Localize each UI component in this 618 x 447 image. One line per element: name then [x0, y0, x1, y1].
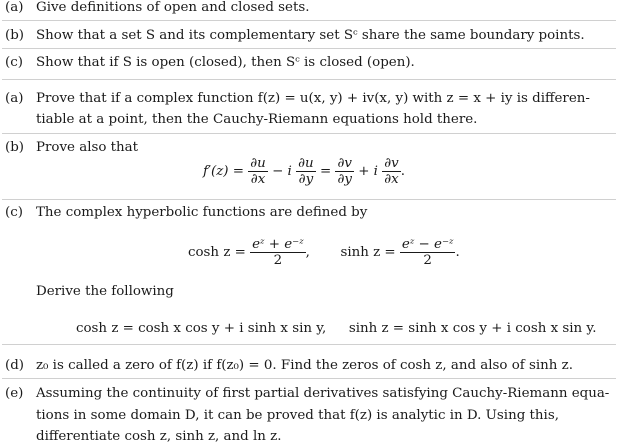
eq-lhs: f′(z) =	[203, 164, 244, 179]
item-text: differentiate cosh z, sinh z, and ln z.	[36, 429, 282, 444]
cosh-identity: cosh z = cosh x cos y + i sinh x sin y,	[76, 321, 327, 336]
eq-den: ∂x	[248, 171, 268, 187]
item-text: The complex hyperbolic functions are defined by	[36, 205, 368, 220]
hyperbolic-definitions	[188, 237, 460, 268]
eq-num: ∂v	[384, 156, 399, 171]
item-label: (c)	[5, 55, 23, 70]
item-text: Derive the following	[36, 284, 174, 299]
eq-op: .	[455, 245, 460, 260]
item-label: (d)	[5, 358, 25, 373]
item-text: tiable at a point, then the Cauchy-Riemann equations hold there.	[36, 112, 478, 127]
eq-den: 2	[400, 252, 456, 268]
item-label: (c)	[5, 205, 23, 220]
divider	[2, 199, 616, 200]
item-text: Give definitions of open and closed sets.	[36, 0, 310, 15]
divider	[2, 344, 616, 345]
item-text: tions in some domain D, it can be proved that f(z) is analytic in D. Using this,	[36, 408, 559, 423]
fraction	[248, 156, 268, 187]
eq-num: eᶻ − e⁻ᶻ	[401, 237, 454, 252]
eq-op: ,	[305, 245, 310, 260]
eq-den: ∂x	[382, 171, 401, 187]
item-text: Show that a set S and its complementary set Sᶜ share the same boundary points.	[36, 28, 585, 43]
hyperbolic-identities	[76, 321, 596, 336]
item-text: Show that if S is open (closed), then Sᶜ is closed (open).	[36, 55, 415, 70]
item-label: (e)	[5, 386, 24, 401]
divider	[2, 20, 616, 21]
eq-num: ∂u	[250, 156, 266, 171]
fraction	[382, 156, 401, 187]
eq-num: ∂v	[337, 156, 352, 171]
eq-den: ∂y	[296, 171, 316, 187]
eq-num: ∂u	[298, 156, 314, 171]
eq-lhs: sinh z =	[340, 245, 396, 260]
eq-lhs: cosh z =	[188, 245, 246, 260]
eq-op: − i	[272, 164, 292, 179]
item-text: Prove that if a complex function f(z) = u(x, y) + iv(x, y) with z = x + iy is differen-	[36, 91, 590, 106]
item-text: z₀ is called a zero of f(z) if f(z₀) = 0. Find the zeros of cosh z, and also of sinh z.	[36, 358, 573, 373]
item-label: (a)	[5, 0, 24, 15]
fraction	[335, 156, 354, 187]
divider	[2, 79, 616, 80]
eq-op: =	[319, 164, 332, 179]
eq-num: eᶻ + e⁻ᶻ	[252, 237, 304, 252]
fraction	[250, 237, 306, 268]
fraction	[400, 237, 456, 268]
item-text: Assuming the continuity of first partial derivatives satisfying Cauchy-Riemann equa-	[36, 386, 610, 401]
item-label: (b)	[5, 28, 25, 43]
cauchy-riemann-equation	[203, 156, 405, 187]
eq-op: + i	[358, 164, 378, 179]
divider	[2, 133, 616, 134]
divider	[2, 48, 616, 49]
eq-op: .	[400, 164, 405, 179]
sinh-identity: sinh z = sinh x cos y + i cosh x sin y.	[348, 321, 597, 336]
item-label: (b)	[5, 140, 25, 155]
eq-den: ∂y	[337, 172, 352, 187]
item-text: Prove also that	[36, 140, 139, 155]
item-label: (a)	[5, 91, 24, 106]
eq-den: 2	[250, 252, 306, 268]
fraction	[296, 156, 316, 187]
divider	[2, 378, 616, 379]
